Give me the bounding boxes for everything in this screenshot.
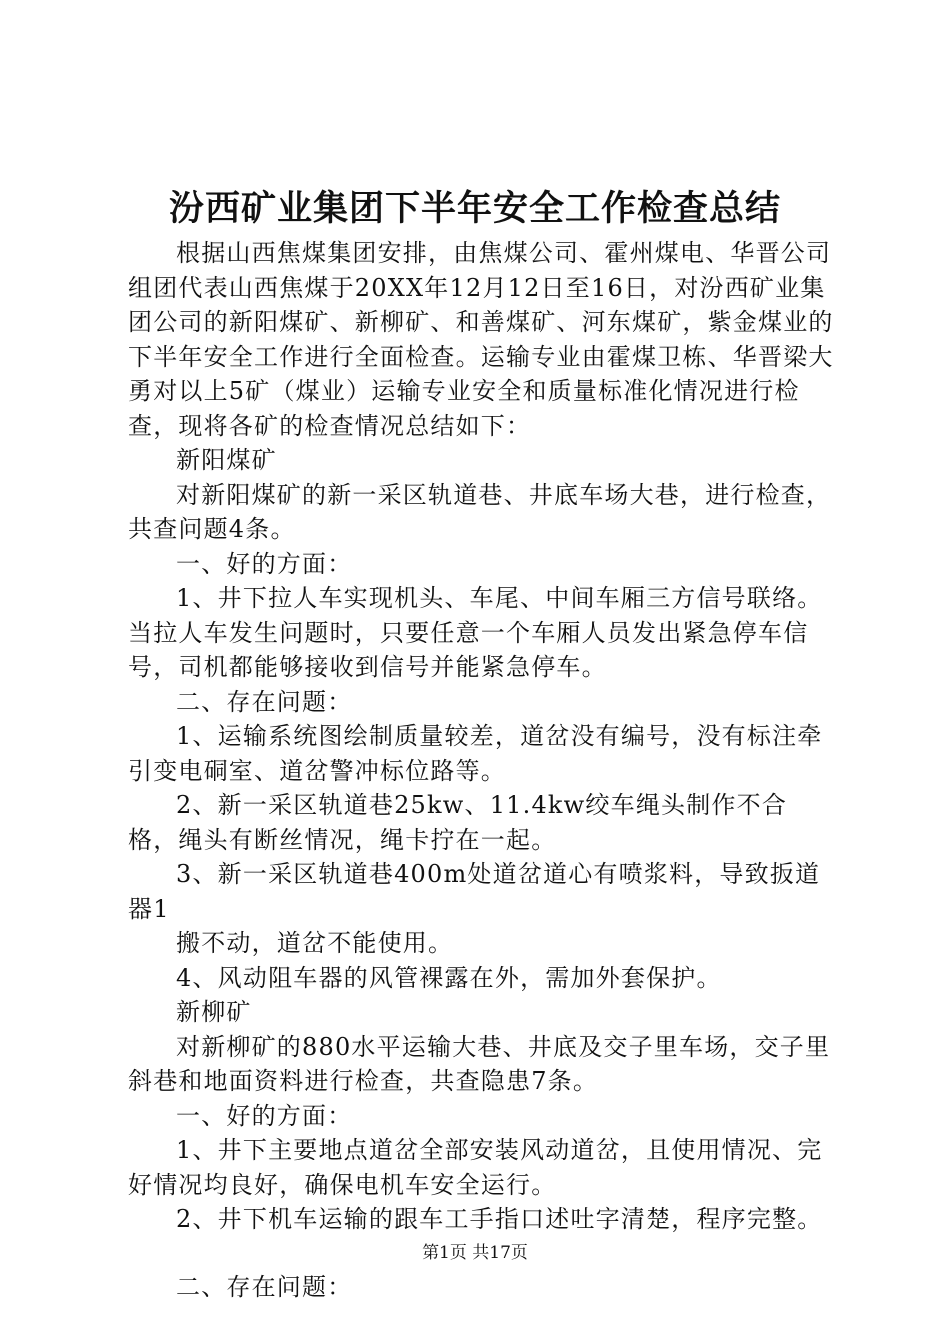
section-heading: 新阳煤矿 (176, 446, 277, 474)
paragraph: 根据山西焦煤集团安排，由焦煤公司、霍州煤电、华晋公司组团代表山西焦煤于20XX年12月12日至16日，对汾西矿业集团公司的新阳煤矿、新柳矿、和善煤矿、河东煤矿，紫金煤业的下半年安全工作进行全面检查。运输专业由霍煤卫栋、华晋梁大勇对以上5矿（煤业）运输专业安全和质量标准化情况进行检查，现将各矿的检查情况总结如下： (128, 239, 834, 440)
paragraph: 1、运输系统图绘制质量较差，道岔没有编号，没有标注牵引变电硐室、道岔警冲标位路等。 (128, 722, 823, 785)
paragraph: 1、井下拉人车实现机头、车尾、中间车厢三方信号联络。当拉人车发生问题时，只要任意一个车厢人员发出紧急停车信号，司机都能够接收到信号并能紧急停车。 (128, 584, 823, 681)
document-title: 汾西矿业集团下半年安全工作检查总结 (168, 188, 781, 229)
paragraph: 对新阳煤矿的新一采区轨道巷、井底车场大巷，进行检查，共查问题4条。 (128, 480, 832, 543)
subheading: 一、好的方面： (176, 1101, 353, 1130)
paragraph: 4、风动阻车器的风管裸露在外，需加外套保护。 (176, 963, 722, 992)
section-heading: 新柳矿 (176, 998, 252, 1026)
paragraph: 搬不动，道岔不能使用。 (176, 929, 454, 957)
page-number: 第1页 共17页 (422, 1243, 528, 1263)
subheading: 二、存在问题： (176, 1272, 353, 1301)
subheading: 二、存在问题： (176, 687, 353, 716)
paragraph: 2、井下机车运输的跟车工手指口述吐字清楚，程序完整。 (176, 1205, 823, 1233)
paragraph: 对新柳矿的880水平运输大巷、井底及交子里车场，交子里斜巷和地面资料进行检查，共查隐患7条。 (128, 1032, 831, 1095)
paragraph: 3、新一采区轨道巷400m处道岔道心有喷浆料，导致扳道器1 (128, 860, 821, 923)
paragraph: 2、新一采区轨道巷25kw、11.4kw绞车绳头制作不合格，绳头有断丝情况，绳卡拧在一起。 (128, 791, 788, 854)
document-body (128, 236, 836, 1304)
subheading: 一、好的方面： (176, 549, 353, 578)
paragraph: 1、井下主要地点道岔全部安装风动道岔，且使用情况、完好情况均良好，确保电机车安全运行。 (128, 1136, 823, 1199)
